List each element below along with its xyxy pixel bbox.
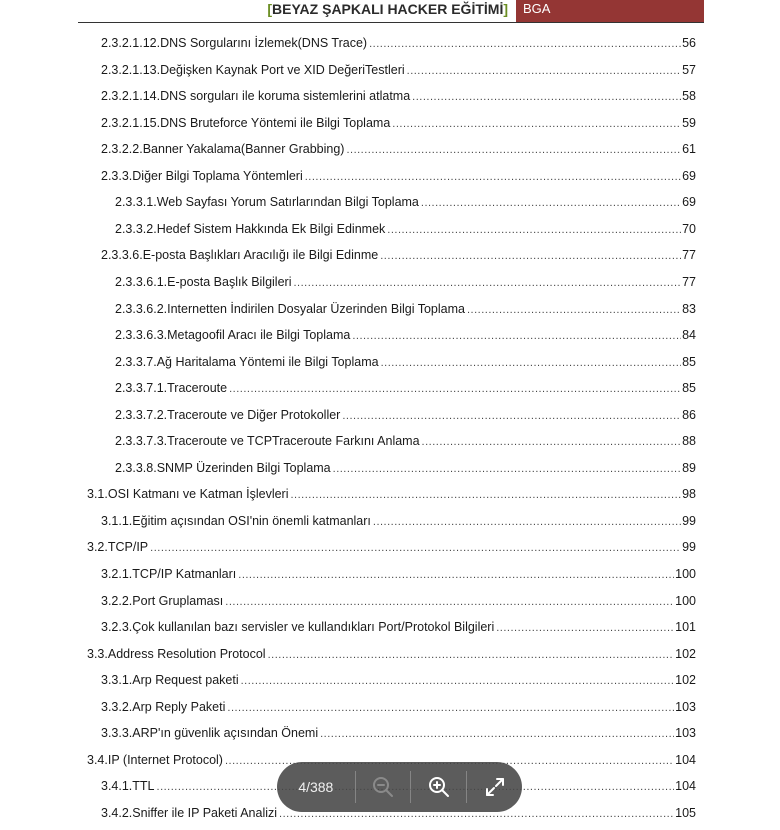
toc-entry-page: 77 bbox=[682, 248, 696, 263]
toc-entry-number: 2.3.3.7.2. bbox=[115, 407, 168, 422]
toc-dot-leader bbox=[229, 383, 681, 395]
toc-entry-number: 2.3.3.1. bbox=[115, 195, 157, 210]
zoom-in-icon bbox=[427, 775, 451, 799]
toc-entry-number: 3.3.3. bbox=[101, 726, 133, 741]
toc-entry-page: 69 bbox=[682, 195, 696, 210]
toc-entry-number: 2.3.2.1.12. bbox=[101, 36, 161, 50]
toc-entry-title: Traceroute ve TCPTraceroute Farkını Anlama bbox=[167, 434, 420, 449]
toc-entry-page: 100 bbox=[675, 593, 696, 608]
toc-entry-page: 83 bbox=[682, 301, 696, 316]
toc-dot-leader bbox=[150, 542, 681, 554]
toc-entry[interactable] bbox=[115, 408, 696, 428]
toc-entry-page: 56 bbox=[682, 36, 696, 50]
page-header bbox=[78, 0, 704, 23]
toc-entry-title: Ağ Haritalama Yöntemi ile Bilgi Toplama bbox=[156, 354, 379, 369]
toc-dot-leader bbox=[467, 304, 681, 316]
toc-entry-page: 104 bbox=[675, 752, 696, 767]
toc-entry-title: Eğitim açısından OSI'nin önemli katmanları bbox=[132, 513, 371, 528]
toc-entry-number: 2.3.3.8. bbox=[115, 460, 157, 475]
toc-entry-title: Banner Yakalama(Banner Grabbing) bbox=[142, 142, 345, 157]
toc-entry-page: 58 bbox=[682, 89, 696, 104]
toc-dot-leader bbox=[291, 489, 682, 501]
toc-entry-number: 2.3.2.1.14. bbox=[101, 89, 161, 104]
toc-entry-page: 59 bbox=[682, 115, 696, 130]
toc-entry[interactable] bbox=[115, 275, 696, 295]
toc-entry-number: 3.2.1. bbox=[101, 567, 133, 581]
toc-entry-page: 77 bbox=[682, 274, 696, 289]
toc-entry-title: TCP/IP bbox=[107, 540, 149, 555]
header-bracket-close: ] bbox=[503, 1, 508, 17]
toc-entry[interactable] bbox=[101, 248, 696, 268]
toc-entry-page: 102 bbox=[675, 673, 696, 688]
toc-entry-title: Internetten İndirilen Dosyalar Üzerinden Bilgi Toplama bbox=[167, 301, 465, 316]
fullscreen-icon bbox=[483, 775, 507, 799]
toc-entry-title: Değişken Kaynak Port ve XID DeğeriTestleri bbox=[160, 62, 405, 77]
toc-entry[interactable] bbox=[101, 620, 696, 640]
toc-entry-page: 105 bbox=[675, 805, 696, 820]
toc-entry-title: Web Sayfası Yorum Satırlarından Bilgi Toplama bbox=[156, 195, 419, 210]
toc-entry-number: 2.3.3. bbox=[101, 168, 133, 183]
toc-entry-page: 85 bbox=[682, 381, 696, 396]
toc-entry-number: 3.1. bbox=[87, 487, 108, 502]
toc-entry[interactable] bbox=[101, 89, 696, 109]
toc-entry-page: 99 bbox=[682, 513, 696, 528]
toc-entry-title: Traceroute bbox=[167, 381, 228, 396]
toc-entry-number: 2.3.2.1.13. bbox=[101, 62, 161, 77]
toc-entry[interactable] bbox=[101, 594, 696, 614]
toc-entry-number: 3.4.1. bbox=[101, 779, 133, 794]
toc-entry[interactable] bbox=[101, 36, 696, 56]
toc-dot-leader bbox=[268, 649, 675, 661]
toc-entry-title: TTL bbox=[132, 779, 155, 794]
toc-dot-leader bbox=[421, 197, 681, 209]
toc-dot-leader bbox=[241, 675, 675, 687]
toc-entry-title: SNMP Üzerinden Bilgi Toplama bbox=[156, 460, 331, 475]
toc-entry-title: Sniffer ile IP Paketi Analizi bbox=[132, 805, 278, 820]
toc-entry-number: 2.3.3.2. bbox=[115, 221, 157, 236]
toc-dot-leader bbox=[305, 171, 681, 183]
toc-entry-number: 2.3.3.6.1. bbox=[115, 274, 168, 289]
toc-entry[interactable] bbox=[115, 355, 696, 375]
toc-entry-title: Arp Reply Paketi bbox=[132, 699, 226, 714]
toc-entry-page: 85 bbox=[682, 354, 696, 369]
toc-entry-title: TCP/IP Katmanları bbox=[132, 567, 237, 581]
toc-entry-title: ARP'ın güvenlik açısından Önemi bbox=[132, 726, 319, 741]
toc-entry[interactable] bbox=[87, 540, 696, 560]
toc-dot-leader bbox=[352, 330, 681, 342]
toc-entry[interactable] bbox=[101, 63, 696, 83]
toc-entry-number: 2.3.2.2. bbox=[101, 142, 143, 157]
page-indicator: 4/388 bbox=[298, 779, 334, 795]
toc-entry[interactable] bbox=[115, 328, 696, 348]
toc-entry-page: 86 bbox=[682, 407, 696, 422]
toc-entry-page: 98 bbox=[682, 487, 696, 502]
toc-entry[interactable] bbox=[87, 647, 696, 667]
toc-entry[interactable] bbox=[115, 195, 696, 215]
toc-dot-leader bbox=[342, 410, 681, 422]
toc-entry[interactable] bbox=[115, 222, 696, 242]
toc-entry-title: Traceroute ve Diğer Protokoller bbox=[167, 407, 341, 422]
zoom-out-icon bbox=[371, 775, 395, 799]
toc-entry-title: OSI Katmanı ve Katman İşlevleri bbox=[107, 487, 289, 502]
toc-entry-page: 69 bbox=[682, 168, 696, 183]
toc-entry[interactable] bbox=[101, 673, 696, 693]
toc-entry-page: 102 bbox=[675, 646, 696, 661]
toc-dot-leader bbox=[320, 728, 674, 740]
toc-entry-number: 2.3.3.7.1. bbox=[115, 381, 168, 396]
toc-entry-page: 57 bbox=[682, 62, 696, 77]
toc-dot-leader bbox=[238, 569, 674, 581]
toc-dot-leader bbox=[392, 118, 681, 130]
toc-dot-leader bbox=[333, 463, 681, 475]
toc-entry-title: DNS Bruteforce Yöntemi ile Bilgi Toplama bbox=[160, 115, 391, 130]
toc-dot-leader bbox=[346, 144, 681, 156]
toc-entry-title: Metagoofil Aracı ile Bilgi Toplama bbox=[167, 328, 351, 343]
toc-entry[interactable] bbox=[115, 434, 696, 454]
zoom-in-button[interactable] bbox=[411, 762, 466, 812]
toc-entry-number: 3.3.1. bbox=[101, 673, 133, 688]
toc-entry[interactable] bbox=[101, 116, 696, 136]
toc-entry-number: 3.4.2. bbox=[101, 805, 133, 820]
toc-entry-title: E-posta Başlık Bilgileri bbox=[167, 274, 292, 289]
toc-entry-title: Diğer Bilgi Toplama Yöntemleri bbox=[132, 168, 303, 183]
toc-entry-title: DNS Sorgularını İzlemek(DNS Trace) bbox=[160, 36, 368, 50]
toc-entry-number: 2.3.3.6.2. bbox=[115, 301, 168, 316]
toc-entry-title: Hedef Sistem Hakkında Ek Bilgi Edinmek bbox=[156, 221, 386, 236]
toc-dot-leader bbox=[407, 65, 681, 77]
toc-entry-page: 104 bbox=[675, 779, 696, 794]
toc-entry-title: Port Gruplaması bbox=[132, 593, 224, 608]
toc-entry[interactable] bbox=[101, 700, 696, 720]
toc-dot-leader bbox=[373, 516, 681, 528]
toc-entry[interactable] bbox=[115, 381, 696, 401]
toc-entry-page: 84 bbox=[682, 328, 696, 343]
toc-entry-number: 3.3.2. bbox=[101, 699, 133, 714]
toc-entry[interactable] bbox=[101, 169, 696, 189]
toc-entry-number: 2.3.3.7.3. bbox=[115, 434, 168, 449]
toc-entry[interactable] bbox=[101, 726, 696, 746]
toc-entry-number: 3.4. bbox=[87, 752, 108, 767]
header-bracket-open: [ bbox=[267, 1, 273, 17]
toc-dot-leader bbox=[380, 250, 681, 262]
toc-entry[interactable] bbox=[101, 514, 696, 534]
toc-entry-page: 61 bbox=[682, 142, 696, 157]
toc-entry-page: 103 bbox=[675, 726, 696, 741]
toc-entry-number: 3.1.1. bbox=[101, 513, 133, 528]
toc-entry-title: Arp Request paketi bbox=[132, 673, 239, 688]
header-title bbox=[267, 0, 508, 22]
toc-dot-leader bbox=[225, 596, 674, 608]
toc-entry-number: 3.3. bbox=[87, 646, 108, 661]
fullscreen-button[interactable] bbox=[467, 762, 522, 812]
toc-entry-page: 100 bbox=[675, 567, 696, 581]
toc-dot-leader bbox=[422, 436, 682, 448]
toc-dot-leader bbox=[387, 224, 681, 236]
toc-entry[interactable] bbox=[101, 567, 696, 587]
header-title-text: BEYAZ ŞAPKALI HACKER EĞİTİMİ bbox=[272, 1, 504, 17]
toc-entry-page: 99 bbox=[682, 540, 696, 555]
toc-entry-page: 70 bbox=[682, 221, 696, 236]
toc-entry-title: IP (Internet Protocol) bbox=[107, 752, 223, 767]
zoom-out-button[interactable] bbox=[356, 762, 411, 812]
toc-entry[interactable] bbox=[101, 142, 696, 162]
toc-entry-page: 89 bbox=[682, 460, 696, 475]
toc-dot-leader bbox=[496, 622, 674, 634]
toc-entry-number: 2.3.2.1.15. bbox=[101, 115, 161, 130]
viewer-toolbar bbox=[277, 762, 522, 812]
toc-entry-number: 2.3.3.7. bbox=[115, 354, 157, 369]
toc-entry-title: Çok kullanılan bazı servisler ve kullandıkları Port/Protokol Bilgileri bbox=[132, 620, 495, 635]
toc-dot-leader bbox=[381, 357, 682, 369]
toc-entry-page: 101 bbox=[675, 620, 696, 635]
toc-entry-number: 2.3.3.6. bbox=[101, 248, 143, 263]
toc-entry-title: DNS sorguları ile koruma sistemlerini atlatma bbox=[160, 89, 411, 104]
toc-entry-number: 3.2.2. bbox=[101, 593, 133, 608]
toc-dot-leader bbox=[412, 91, 681, 103]
toc-dot-leader bbox=[369, 38, 681, 50]
toc-entry-page: 103 bbox=[675, 699, 696, 714]
toc-entry-title: E-posta Başlıkları Aracılığı ile Bilgi Edinme bbox=[142, 248, 379, 263]
toc-entry-title: Address Resolution Protocol bbox=[107, 646, 266, 661]
toc-entry-page: 88 bbox=[682, 434, 696, 449]
toc-entry[interactable] bbox=[87, 487, 696, 507]
toc-entry-number: 2.3.3.6.3. bbox=[115, 328, 168, 343]
toc-entry[interactable] bbox=[115, 461, 696, 481]
header-badge: BGA bbox=[516, 0, 704, 22]
toc-entry-number: 3.2. bbox=[87, 540, 108, 555]
toc-entry[interactable] bbox=[115, 302, 696, 322]
toc-dot-leader bbox=[227, 702, 674, 714]
toc-dot-leader bbox=[293, 277, 681, 289]
toc-entry-number: 3.2.3. bbox=[101, 620, 133, 635]
